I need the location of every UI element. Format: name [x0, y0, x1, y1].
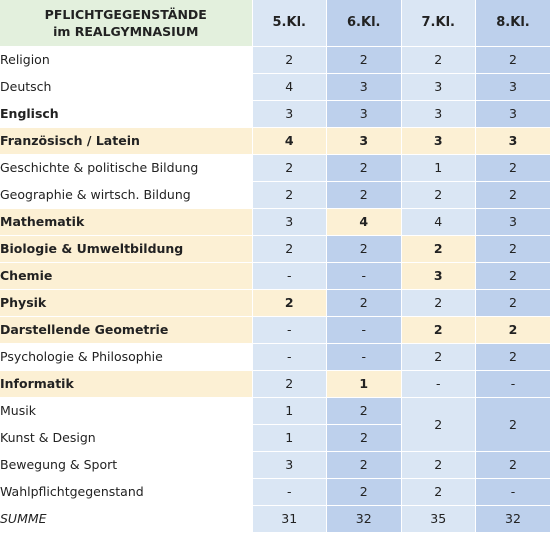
subject-informatik: Informatik	[0, 370, 252, 397]
cell-chemie-7: 3	[401, 262, 476, 289]
cell-dg-5: -	[252, 316, 327, 343]
subject-geschichte: Geschichte & politische Bildung	[0, 154, 252, 181]
cell-wahlpflicht-7: 2	[401, 478, 476, 505]
cell-dg-6: -	[327, 316, 402, 343]
table-title-line1: PFLICHTGEGENSTÄNDE	[45, 7, 207, 22]
cell-psychologie-8: 2	[476, 343, 550, 370]
cell-musik-5: 1	[252, 397, 327, 424]
cell-deutsch-5: 4	[252, 73, 327, 100]
table-title	[0, 0, 252, 46]
grade-header-7: 7.Kl.	[401, 0, 476, 46]
cell-geographie-7: 2	[401, 181, 476, 208]
cell-wahlpflicht-5: -	[252, 478, 327, 505]
cell-franzoesisch-6: 3	[327, 127, 402, 154]
cell-religion-7: 2	[401, 46, 476, 73]
cell-musik-6: 2	[327, 397, 402, 424]
table-row	[0, 46, 550, 73]
cell-geographie-8: 2	[476, 181, 550, 208]
cell-physik-5: 2	[252, 289, 327, 316]
cell-biologie-8: 2	[476, 235, 550, 262]
subject-kunst-design: Kunst & Design	[0, 424, 252, 451]
subject-psychologie: Psychologie & Philosophie	[0, 343, 252, 370]
cell-dg-8: 2	[476, 316, 550, 343]
subject-biologie: Biologie & Umweltbildung	[0, 235, 252, 262]
cell-mathematik-7: 4	[401, 208, 476, 235]
table-row	[0, 397, 550, 424]
header-row	[0, 0, 550, 46]
cell-psychologie-5: -	[252, 343, 327, 370]
cell-geschichte-7: 1	[401, 154, 476, 181]
cell-deutsch-8: 3	[476, 73, 550, 100]
cell-physik-6: 2	[327, 289, 402, 316]
cell-biologie-6: 2	[327, 235, 402, 262]
cell-wahlpflicht-8: -	[476, 478, 550, 505]
cell-religion-6: 2	[327, 46, 402, 73]
cell-deutsch-6: 3	[327, 73, 402, 100]
subject-deutsch: Deutsch	[0, 73, 252, 100]
cell-summe-6: 32	[327, 505, 402, 532]
subject-darstellende-geometrie: Darstellende Geometrie	[0, 316, 252, 343]
subject-religion: Religion	[0, 46, 252, 73]
grade-header-5: 5.Kl.	[252, 0, 327, 46]
cell-informatik-6: 1	[327, 370, 402, 397]
cell-informatik-5: 2	[252, 370, 327, 397]
cell-kunst-6: 2	[327, 424, 402, 451]
cell-englisch-6: 3	[327, 100, 402, 127]
cell-chemie-8: 2	[476, 262, 550, 289]
subject-englisch: Englisch	[0, 100, 252, 127]
cell-psychologie-6: -	[327, 343, 402, 370]
cell-physik-7: 2	[401, 289, 476, 316]
cell-sport-7: 2	[401, 451, 476, 478]
cell-religion-8: 2	[476, 46, 550, 73]
cell-informatik-8: -	[476, 370, 550, 397]
table-row	[0, 235, 550, 262]
cell-musik-kunst-7: 2	[401, 397, 476, 451]
table-title-line2: im REALGYMNASIUM	[53, 24, 198, 39]
subject-bewegung-sport: Bewegung & Sport	[0, 451, 252, 478]
cell-musik-kunst-8: 2	[476, 397, 550, 451]
subject-geographie: Geographie & wirtsch. Bildung	[0, 181, 252, 208]
subject-physik: Physik	[0, 289, 252, 316]
cell-religion-5: 2	[252, 46, 327, 73]
table-row	[0, 154, 550, 181]
cell-sport-8: 2	[476, 451, 550, 478]
grade-header-6: 6.Kl.	[327, 0, 402, 46]
cell-mathematik-8: 3	[476, 208, 550, 235]
table-row	[0, 316, 550, 343]
table-row	[0, 73, 550, 100]
cell-franzoesisch-5: 4	[252, 127, 327, 154]
table-row	[0, 100, 550, 127]
cell-summe-7: 35	[401, 505, 476, 532]
table-row	[0, 127, 550, 154]
table-row	[0, 370, 550, 397]
cell-chemie-5: -	[252, 262, 327, 289]
cell-englisch-5: 3	[252, 100, 327, 127]
subject-mathematik: Mathematik	[0, 208, 252, 235]
cell-chemie-6: -	[327, 262, 402, 289]
cell-mathematik-6: 4	[327, 208, 402, 235]
cell-summe-8: 32	[476, 505, 550, 532]
cell-englisch-8: 3	[476, 100, 550, 127]
cell-wahlpflicht-6: 2	[327, 478, 402, 505]
cell-franzoesisch-7: 3	[401, 127, 476, 154]
cell-sport-5: 3	[252, 451, 327, 478]
table-row	[0, 478, 550, 505]
subject-musik: Musik	[0, 397, 252, 424]
table-row	[0, 289, 550, 316]
table-row	[0, 343, 550, 370]
cell-geographie-5: 2	[252, 181, 327, 208]
cell-franzoesisch-8: 3	[476, 127, 550, 154]
cell-geschichte-8: 2	[476, 154, 550, 181]
subject-chemie: Chemie	[0, 262, 252, 289]
cell-deutsch-7: 3	[401, 73, 476, 100]
cell-biologie-5: 2	[252, 235, 327, 262]
table-row	[0, 181, 550, 208]
subject-franzoesisch-latein: Französisch / Latein	[0, 127, 252, 154]
grade-header-8: 8.Kl.	[476, 0, 550, 46]
cell-mathematik-5: 3	[252, 208, 327, 235]
table-row	[0, 208, 550, 235]
cell-geschichte-6: 2	[327, 154, 402, 181]
cell-psychologie-7: 2	[401, 343, 476, 370]
cell-physik-8: 2	[476, 289, 550, 316]
cell-sport-6: 2	[327, 451, 402, 478]
cell-biologie-7: 2	[401, 235, 476, 262]
cell-dg-7: 2	[401, 316, 476, 343]
cell-geschichte-5: 2	[252, 154, 327, 181]
subject-wahlpflicht: Wahlpflichtgegenstand	[0, 478, 252, 505]
cell-summe-5: 31	[252, 505, 327, 532]
cell-kunst-5: 1	[252, 424, 327, 451]
cell-geographie-6: 2	[327, 181, 402, 208]
sum-row	[0, 505, 550, 532]
table-row	[0, 451, 550, 478]
cell-englisch-7: 3	[401, 100, 476, 127]
cell-informatik-7: -	[401, 370, 476, 397]
table-row	[0, 262, 550, 289]
subject-summe: SUMME	[0, 505, 252, 532]
